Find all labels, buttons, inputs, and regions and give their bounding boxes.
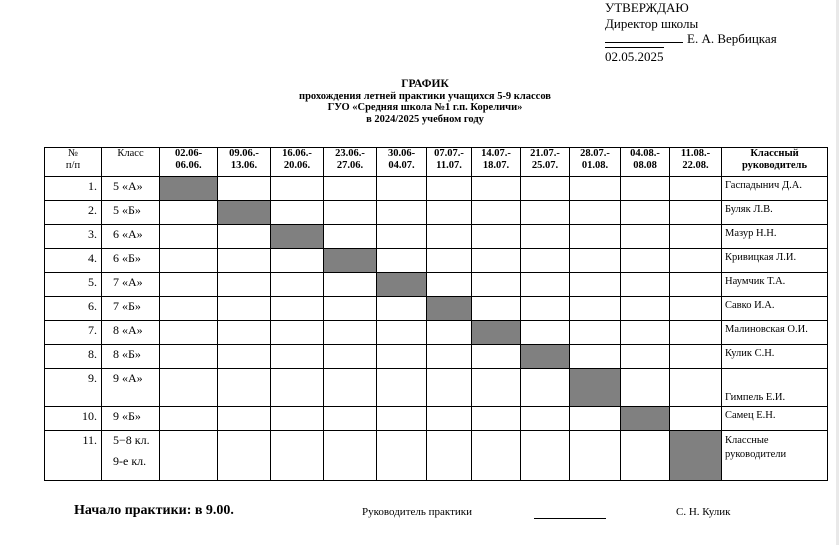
schedule-cell [570,431,621,481]
schedule-cell [271,297,324,321]
schedule-cell-filled [472,321,521,345]
schedule-cell [160,345,218,369]
row-teacher: Малиновская О.И. [722,321,828,345]
schedule-cell [472,249,521,273]
schedule-cell [670,407,722,431]
row-teacher: Кривицкая Л.И. [722,249,828,273]
schedule-cell [324,345,377,369]
approval-date: 02.05.2025 [605,48,664,64]
schedule-cell-filled [271,225,324,249]
schedule-cell [570,407,621,431]
schedule-cell [218,369,271,407]
supervisor-role: Руководитель практики [362,506,473,518]
schedule-cell [271,369,324,407]
schedule-cell [670,177,722,201]
row-teacher: Самец Е.Н. [722,407,828,431]
schedule-cell [427,369,472,407]
schedule-cell [324,297,377,321]
table-header-row [45,148,828,177]
header-period-line: 16.06.- [282,148,312,159]
row-class-label: 8 «Б» [113,347,141,361]
schedule-cell [427,225,472,249]
header-period-line: 01.08. [581,159,609,171]
schedule-cell [160,407,218,431]
row-teacher: Наумчик Т.А. [722,273,828,297]
schedule-cell [570,201,621,225]
schedule-cell-filled [670,431,722,481]
row-class-label: 5−8 кл. [113,433,150,447]
header-period-line: 14.07.- [481,148,511,159]
schedule-cell [521,407,570,431]
header-period [377,148,427,177]
header-period-line: 11.08.- [680,148,711,159]
heading-line-1: прохождения летней практики учащихся 5-9 классов [299,90,551,102]
row-number: 2. [45,201,102,225]
schedule-cell [160,369,218,407]
schedule-cell [521,431,570,481]
row-teacher: Кулик С.Н. [722,345,828,369]
row-class [102,297,160,321]
row-class [102,369,160,407]
approval-block [605,0,777,64]
schedule-cell [160,273,218,297]
row-number: 5. [45,273,102,297]
header-period [427,148,472,177]
schedule-cell [472,177,521,201]
schedule-cell [521,201,570,225]
schedule-cell [670,297,722,321]
row-teacher: Буляк Л.В. [722,201,828,225]
header-period-line: 06.06. [175,159,202,171]
header-period [670,148,722,177]
schedule-cell [521,273,570,297]
table-row [45,201,828,225]
schedule-cell [570,225,621,249]
row-teacher: Гимпель Е.И. [722,369,828,407]
schedule-cell [271,249,324,273]
schedule-cell [472,345,521,369]
schedule-cell [621,273,670,297]
schedule-cell [521,249,570,273]
schedule-cell [472,369,521,407]
row-class-label: 7 «Б» [113,299,141,313]
schedule-cell [271,407,324,431]
schedule-cell [377,249,427,273]
header-number [45,148,102,177]
schedule-cell [570,249,621,273]
table-row [45,321,828,345]
schedule-cell [621,297,670,321]
header-period [160,148,218,177]
schedule-cell [377,431,427,481]
schedule-cell [324,431,377,481]
schedule-cell [160,249,218,273]
heading-line-2: ГУО «Средняя школа №1 г.п. Кореличи» [327,102,523,113]
schedule-cell [521,177,570,201]
schedule-cell [621,431,670,481]
schedule-cell [521,321,570,345]
header-teacher-line: Классный [750,148,799,159]
heading-line-3: в 2024/2025 учебном году [366,113,484,125]
row-class [102,201,160,225]
schedule-cell [670,201,722,225]
schedule-cell-filled [377,273,427,297]
schedule-cell [427,321,472,345]
schedule-cell [377,407,427,431]
schedule-cell [427,201,472,225]
schedule-cell [271,201,324,225]
schedule-cell-filled [324,249,377,273]
row-class-label: 7 «А» [113,275,143,289]
schedule-cell [218,177,271,201]
schedule-cell [427,273,472,297]
header-period-line: 25.07. [531,159,559,171]
schedule-cell [377,345,427,369]
approval-signature [605,31,777,47]
row-number: 8. [45,345,102,369]
schedule-cell [570,345,621,369]
schedule-cell [427,431,472,481]
header-number-line-1: № [67,148,79,159]
row-class [102,249,160,273]
schedule-cell [472,407,521,431]
row-class-label: 9 «Б» [113,409,141,423]
schedule-cell [218,225,271,249]
header-period [271,148,324,177]
row-number: 10. [45,407,102,431]
header-period-line: 08.08 [633,159,657,171]
row-class [102,407,160,431]
header-period-line: 11.07. [436,159,462,171]
schedule-cell [472,297,521,321]
schedule-cell [271,177,324,201]
practice-start-time: Начало практики: в 9.00. [74,503,234,518]
table-row [45,345,828,369]
schedule-cell [324,321,377,345]
table-row [45,297,828,321]
row-number: 11. [45,431,102,481]
schedule-cell [377,225,427,249]
header-period [324,148,377,177]
row-class [102,431,160,481]
header-period [521,148,570,177]
header-period-line: 18.07. [482,159,510,171]
schedule-cell [621,321,670,345]
approval-signer: Е. А. Вербицкая [687,31,777,46]
schedule-cell [570,273,621,297]
schedule-cell [621,225,670,249]
document-heading [190,79,660,125]
header-period [621,148,670,177]
row-number: 3. [45,225,102,249]
header-period-line: 04.07. [388,159,415,171]
schedule-cell-filled [570,369,621,407]
row-class-label-2: 9-е кл. [113,454,147,468]
header-period-line: 28.07.- [580,148,610,159]
row-teacher: Мазур Н.Н. [722,225,828,249]
row-class [102,273,160,297]
header-teacher [722,148,828,177]
header-period-line: 20.06. [283,159,311,171]
schedule-cell [621,369,670,407]
schedule-cell [160,321,218,345]
approval-position: Директор школы [605,15,699,31]
schedule-cell [160,431,218,481]
schedule-cell [472,431,521,481]
schedule-cell [377,297,427,321]
header-period-line: 21.07.- [530,148,560,159]
schedule-cell [160,297,218,321]
row-teacher: Гаспадынич Д.А. [722,177,828,201]
schedule-cell [324,273,377,297]
header-class: Класс [102,148,160,177]
schedule-cell [427,407,472,431]
table-row [45,249,828,273]
header-period-line: 02.06- [174,148,203,159]
schedule-cell [670,249,722,273]
document-title: ГРАФИК [401,78,449,90]
schedule-cell [621,201,670,225]
schedule-cell [670,273,722,297]
signature-line [605,31,683,43]
schedule-cell [427,177,472,201]
supervisor-name: С. Н. Кулик [676,506,731,518]
row-class-label: 6 «Б» [113,251,141,265]
schedule-cell [218,345,271,369]
row-class [102,345,160,369]
header-period-line: 23.06.- [335,148,365,159]
table-row [45,431,828,481]
schedule-cell [218,321,271,345]
header-period-line: 07.07.- [434,148,464,159]
schedule-cell-filled [621,407,670,431]
schedule-cell [427,249,472,273]
schedule-cell [621,249,670,273]
schedule-cell [218,431,271,481]
schedule-cell [621,345,670,369]
schedule-cell-filled [521,345,570,369]
schedule-cell [218,273,271,297]
schedule-cell [377,369,427,407]
row-class-label: 5 «Б» [113,203,141,217]
schedule-cell [218,249,271,273]
header-period [218,148,271,177]
row-number: 1. [45,177,102,201]
schedule-cell [427,345,472,369]
table-row [45,407,828,431]
schedule-cell [670,345,722,369]
row-class [102,177,160,201]
schedule-cell [521,297,570,321]
row-teacher: Савко И.А. [722,297,828,321]
table-row [45,273,828,297]
header-number-line-2: п/п [65,159,81,171]
schedule-cell [377,177,427,201]
schedule-cell [160,225,218,249]
schedule-cell [271,273,324,297]
table-row [45,177,828,201]
row-number: 6. [45,297,102,321]
schedule-cell-filled [427,297,472,321]
header-period [472,148,521,177]
row-class-label: 5 «А» [113,179,143,193]
schedule-cell-filled [218,201,271,225]
schedule-cell [160,201,218,225]
schedule-cell [324,225,377,249]
header-period-line: 09.06.- [229,148,259,159]
schedule-cell [324,177,377,201]
row-number: 4. [45,249,102,273]
schedule-cell [324,201,377,225]
schedule-cell [271,345,324,369]
schedule-cell [218,297,271,321]
header-period-line: 13.06. [230,159,258,171]
schedule-cell [570,297,621,321]
header-period [570,148,621,177]
schedule-cell [670,321,722,345]
schedule-cell [271,321,324,345]
row-teacher: Классные руководители [722,431,828,481]
schedule-cell-filled [160,177,218,201]
schedule-cell [570,321,621,345]
schedule-table [44,147,828,481]
schedule-cell [324,407,377,431]
header-period-line: 30.06- [387,148,416,159]
header-period-line: 27.06. [336,159,364,171]
schedule-cell [521,369,570,407]
row-class [102,321,160,345]
schedule-cell [324,369,377,407]
header-period-line: 04.08.- [630,148,660,159]
table-row [45,225,828,249]
row-number: 9. [45,369,102,407]
schedule-cell [670,225,722,249]
schedule-cell [218,407,271,431]
schedule-cell [521,225,570,249]
header-period-line: 22.08. [682,159,709,171]
row-class [102,225,160,249]
schedule-cell [570,177,621,201]
row-class-label: 8 «А» [113,323,143,337]
row-class-label: 9 «А» [113,371,143,385]
schedule-cell [377,321,427,345]
supervisor-signature-line [534,518,606,519]
schedule-cell [472,201,521,225]
schedule-cell [621,177,670,201]
schedule-cell [377,201,427,225]
schedule-cell [271,431,324,481]
row-number: 7. [45,321,102,345]
schedule-cell [472,273,521,297]
header-teacher-line: руководитель [741,159,808,171]
schedule-cell [472,225,521,249]
table-row [45,369,828,407]
approval-title: УТВЕРЖДАЮ [605,0,689,15]
row-class-label: 6 «А» [113,227,143,241]
schedule-cell [670,369,722,407]
